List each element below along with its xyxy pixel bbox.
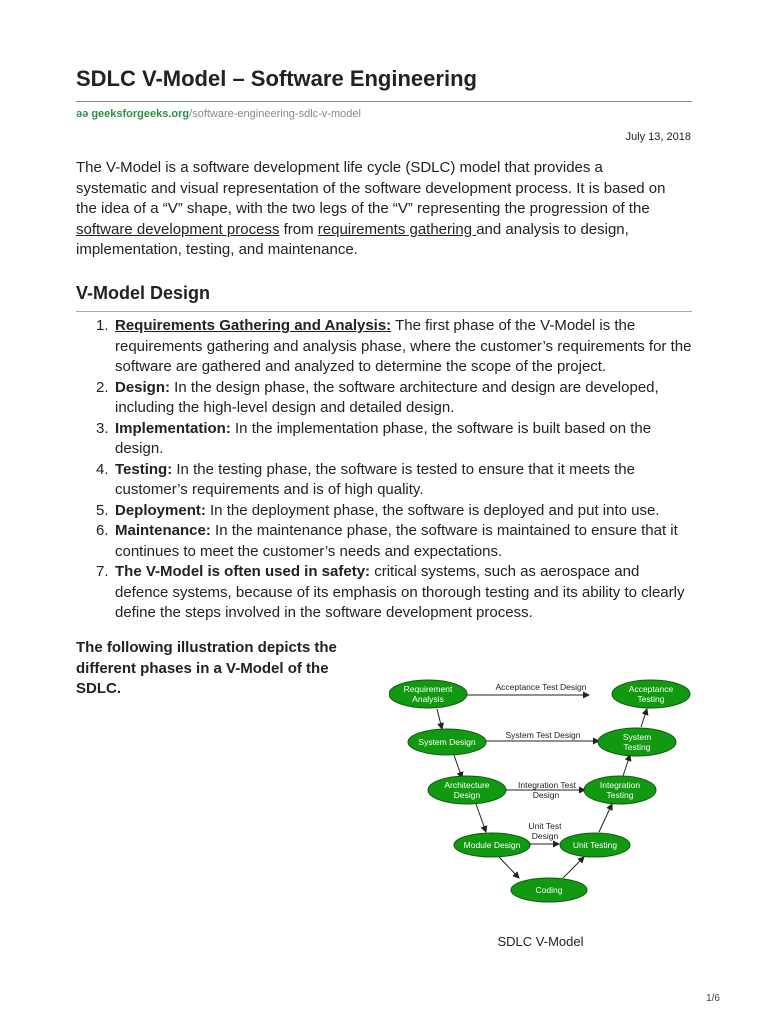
list-item	[76, 419, 692, 460]
leg-edge	[437, 709, 442, 729]
list-item	[76, 460, 692, 501]
list-item-label: Design:	[115, 378, 171, 396]
section-heading: V-Model Design	[76, 283, 211, 303]
list-item-label: Maintenance:	[115, 522, 211, 539]
figure-caption: SDLC V-Model	[497, 934, 584, 949]
publish-date: July 13, 2018	[625, 131, 691, 143]
system-testing-node	[598, 728, 676, 756]
intro-paragraph	[76, 158, 676, 261]
leg-edge	[599, 804, 612, 832]
source-url[interactable]	[76, 108, 361, 120]
list-item	[76, 521, 692, 562]
phase-list	[76, 316, 692, 624]
system-edge-label: System Test Design	[505, 730, 581, 740]
integration-edge-label: Integration Test	[518, 780, 576, 790]
list-item	[76, 562, 692, 624]
acceptance-edge-label: Acceptance Test Design	[495, 682, 587, 692]
architecture-design-node	[428, 776, 506, 804]
section-divider	[76, 311, 692, 312]
leg-edge	[499, 857, 519, 878]
list-item-label: Testing:	[115, 460, 173, 478]
node-label: Architecture	[444, 780, 490, 790]
page-title: SDLC V-Model – Software Engineering	[76, 66, 477, 91]
list-item-label[interactable]: Requirements Gathering and Analysis:	[115, 317, 392, 334]
requirement-analysis-node	[389, 680, 467, 708]
illustration-lead: The following illustration depicts the different phases in a V-Model of the SDLC.	[76, 639, 337, 697]
list-item-number: 1.	[96, 317, 109, 334]
intro-text-3: and analysis to design, implementation, testing, and maintenance.	[76, 220, 629, 258]
leg-edge	[454, 755, 462, 778]
geeksforgeeks-logo-icon: ǝǝ	[76, 108, 89, 120]
leg-edge	[641, 709, 647, 727]
requirements-gathering-link[interactable]: requirements gathering	[317, 220, 477, 238]
system-design-node	[408, 729, 486, 755]
leg-edge	[476, 804, 486, 832]
leg-edge	[623, 755, 630, 776]
integration-edge-label: Design	[532, 790, 560, 800]
integration-testing-node	[584, 776, 656, 804]
list-item-number: 6.	[96, 522, 109, 539]
list-item-number: 3.	[96, 419, 109, 437]
list-item	[76, 378, 692, 419]
node-label: Testing	[606, 790, 634, 800]
node-label: Unit Testing	[572, 840, 618, 850]
list-item-label: Deployment:	[115, 501, 206, 519]
acceptance-testing-node	[612, 680, 690, 708]
coding-node	[511, 878, 587, 902]
list-item-text: The first phase of the V-Model is the requirements gathering and analysis phase, where the customer’s requirements for the software are gathered and analyzed to determine the scope of the project.	[115, 317, 692, 375]
v-model-diagram	[389, 668, 692, 906]
page-number: 1/6	[706, 993, 720, 1004]
list-item	[76, 501, 692, 522]
unit-edge-label: Design	[531, 831, 559, 841]
module-design-node	[454, 833, 530, 857]
list-item-text: In the implementation phase, the software is built based on the design.	[115, 419, 652, 457]
list-item-text: In the deployment phase, the software is deployed and put into use.	[205, 501, 660, 519]
intro-text-2: from	[279, 220, 318, 238]
node-label: System Design	[418, 737, 476, 747]
unit-edge-label: Unit Test	[528, 821, 562, 831]
intro-text-1: The V-Model is a software development life cycle (SDLC) model that provides a systematic and visual representation of the software development process. It is based on the idea of a “V” shape, with the two legs of the “V” representing the progression of the	[76, 159, 666, 217]
node-label: Analysis	[412, 694, 444, 704]
list-item-number: 5.	[96, 501, 109, 519]
list-item-label: The V-Model is often used in safety:	[115, 563, 371, 580]
node-label: Module Design	[463, 840, 521, 850]
node-label: Design	[453, 790, 481, 800]
leg-edge	[563, 857, 584, 878]
source-domain[interactable]: geeksforgeeks.org	[91, 108, 190, 120]
node-label: Integration	[599, 780, 641, 790]
node-label: Testing	[637, 694, 665, 704]
title-divider	[76, 101, 692, 102]
software-development-process-link[interactable]: software development process	[76, 220, 280, 238]
unit-testing-node	[560, 833, 630, 857]
list-item-text: In the maintenance phase, the software is maintained to ensure that it continues to meet the customer’s needs and expectations.	[115, 522, 678, 560]
list-item-number: 2.	[96, 378, 109, 396]
list-item-label: Implementation:	[115, 419, 231, 437]
node-label: Requirement	[403, 684, 453, 694]
node-label: Coding	[535, 885, 563, 895]
list-item-number: 4.	[96, 460, 109, 478]
list-item	[76, 316, 692, 378]
node-label: Testing	[623, 742, 651, 752]
list-item-text: critical systems, such as aerospace and defence systems, because of its emphasis on thorough testing and its ability to clearly define the steps involved in the software development process.	[115, 563, 685, 621]
list-item-text: In the testing phase, the software is tested to ensure that it meets the customer’s requirements and is of high quality.	[115, 460, 635, 498]
node-label: System	[622, 732, 652, 742]
list-item-number: 7.	[96, 563, 109, 580]
list-item-text: In the design phase, the software architecture and design are developed, including the high-level design and detailed design.	[115, 378, 659, 416]
node-label: Acceptance	[628, 684, 674, 694]
source-path[interactable]: /software-engineering-sdlc-v-model	[189, 108, 361, 120]
